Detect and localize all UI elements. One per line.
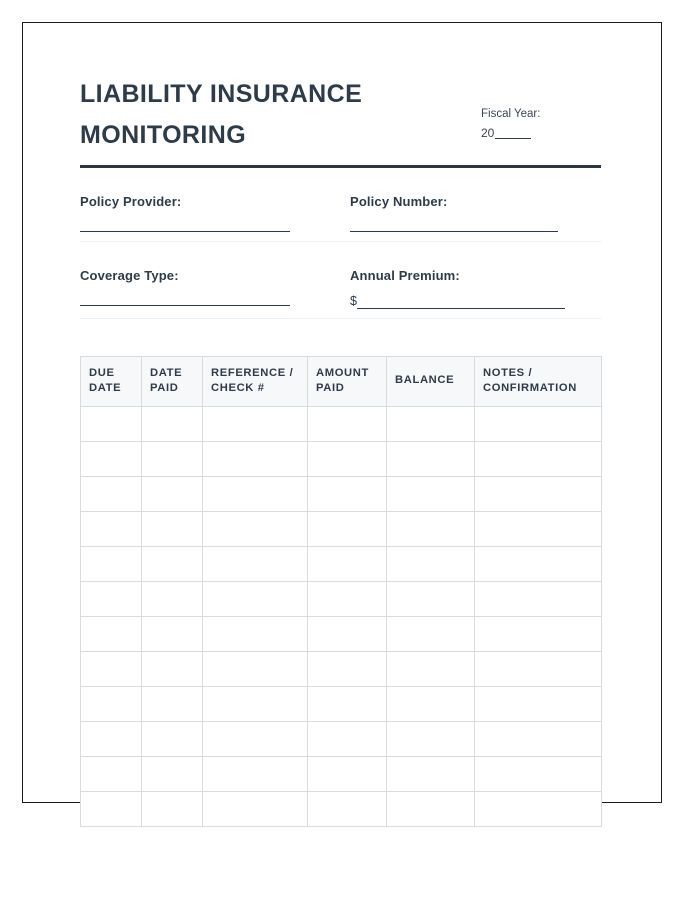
table-cell[interactable] — [475, 651, 602, 686]
table-row — [81, 721, 602, 756]
table-cell[interactable] — [142, 546, 203, 581]
table-cell[interactable] — [142, 581, 203, 616]
fiscal-year-block — [481, 104, 601, 155]
table-cell[interactable] — [81, 686, 142, 721]
table-cell[interactable] — [203, 756, 308, 791]
table-row — [81, 546, 602, 581]
policy-details-form — [80, 168, 601, 319]
table-cell[interactable] — [308, 651, 387, 686]
field-policy-number — [350, 168, 601, 241]
table-cell[interactable] — [475, 441, 602, 476]
table-cell[interactable] — [387, 756, 475, 791]
table-cell[interactable] — [387, 406, 475, 441]
table-row — [81, 686, 602, 721]
table-cell[interactable] — [475, 756, 602, 791]
table-cell[interactable] — [475, 406, 602, 441]
column-header-reference: REFERENCE / CHECK # — [203, 356, 308, 406]
table-cell[interactable] — [203, 651, 308, 686]
table-cell[interactable] — [81, 756, 142, 791]
payments-table — [80, 356, 602, 827]
table-cell[interactable] — [142, 721, 203, 756]
table-cell[interactable] — [387, 791, 475, 826]
table-cell[interactable] — [387, 651, 475, 686]
table-row — [81, 476, 602, 511]
column-header-amount-paid: AMOUNT PAID — [308, 356, 387, 406]
table-cell[interactable] — [81, 616, 142, 651]
column-header-notes: NOTES / CONFIRMATION — [475, 356, 602, 406]
table-cell[interactable] — [81, 546, 142, 581]
table-cell[interactable] — [387, 686, 475, 721]
table-cell[interactable] — [142, 511, 203, 546]
table-cell[interactable] — [203, 791, 308, 826]
table-cell[interactable] — [308, 546, 387, 581]
table-cell[interactable] — [81, 581, 142, 616]
fiscal-year-label: Fiscal Year: — [481, 107, 541, 120]
table-cell[interactable] — [142, 616, 203, 651]
table-cell[interactable] — [387, 581, 475, 616]
field-label: Policy Provider: — [80, 194, 182, 209]
form-row — [80, 242, 601, 319]
table-header-row — [81, 356, 602, 406]
field-annual-premium — [350, 242, 601, 318]
document-header — [80, 22, 601, 155]
table-cell[interactable] — [81, 441, 142, 476]
form-row — [80, 168, 601, 242]
table-cell[interactable] — [475, 791, 602, 826]
fiscal-year-field[interactable] — [481, 124, 601, 143]
table-cell[interactable] — [203, 546, 308, 581]
field-label: Annual Premium: — [350, 268, 460, 283]
table-cell[interactable] — [203, 476, 308, 511]
policy-provider-input[interactable] — [80, 221, 290, 232]
table-row — [81, 791, 602, 826]
table-cell[interactable] — [308, 581, 387, 616]
table-cell[interactable] — [81, 511, 142, 546]
table-row — [81, 651, 602, 686]
table-cell[interactable] — [308, 756, 387, 791]
table-cell[interactable] — [387, 441, 475, 476]
table-cell[interactable] — [308, 721, 387, 756]
payments-table-body — [81, 406, 602, 826]
table-cell[interactable] — [81, 721, 142, 756]
table-cell[interactable] — [475, 616, 602, 651]
table-cell[interactable] — [387, 511, 475, 546]
table-cell[interactable] — [475, 581, 602, 616]
table-cell[interactable] — [203, 616, 308, 651]
table-cell[interactable] — [308, 476, 387, 511]
table-cell[interactable] — [142, 651, 203, 686]
coverage-type-input[interactable] — [80, 295, 290, 306]
table-cell[interactable] — [142, 406, 203, 441]
document-content — [80, 22, 601, 827]
table-cell[interactable] — [203, 511, 308, 546]
table-cell[interactable] — [203, 581, 308, 616]
currency-symbol: $ — [350, 294, 357, 308]
table-row — [81, 511, 602, 546]
table-cell[interactable] — [142, 686, 203, 721]
table-row — [81, 616, 602, 651]
table-cell[interactable] — [81, 651, 142, 686]
table-cell[interactable] — [308, 616, 387, 651]
table-cell[interactable] — [308, 686, 387, 721]
column-header-balance: BALANCE — [387, 356, 475, 406]
table-cell[interactable] — [203, 721, 308, 756]
table-cell[interactable] — [387, 616, 475, 651]
table-cell[interactable] — [308, 511, 387, 546]
policy-number-input[interactable] — [350, 221, 558, 232]
table-cell[interactable] — [142, 441, 203, 476]
field-policy-provider — [80, 168, 350, 241]
table-cell[interactable] — [142, 756, 203, 791]
table-cell[interactable] — [81, 791, 142, 826]
fiscal-year-blank-line[interactable] — [495, 127, 531, 139]
field-label: Policy Number: — [350, 194, 448, 209]
column-header-due-date: DUE DATE — [81, 356, 142, 406]
table-cell[interactable] — [142, 476, 203, 511]
table-cell[interactable] — [308, 441, 387, 476]
fiscal-year-prefix: 20 — [481, 125, 495, 140]
table-cell[interactable] — [475, 511, 602, 546]
table-cell[interactable] — [308, 406, 387, 441]
table-cell[interactable] — [203, 441, 308, 476]
table-cell[interactable] — [203, 686, 308, 721]
table-cell[interactable] — [308, 791, 387, 826]
field-label: Coverage Type: — [80, 268, 179, 283]
column-header-date-paid: DATE PAID — [142, 356, 203, 406]
table-cell[interactable] — [81, 406, 142, 441]
table-cell[interactable] — [142, 791, 203, 826]
payments-table-wrapper — [80, 356, 601, 827]
table-cell[interactable] — [475, 476, 602, 511]
table-row — [81, 406, 602, 441]
table-row — [81, 441, 602, 476]
table-row — [81, 581, 602, 616]
page-title: LIABILITY INSURANCE MONITORING — [80, 80, 363, 149]
table-cell[interactable] — [81, 476, 142, 511]
annual-premium-input[interactable] — [357, 298, 565, 309]
field-coverage-type — [80, 242, 350, 318]
table-cell[interactable] — [387, 476, 475, 511]
table-cell[interactable] — [475, 546, 602, 581]
table-cell[interactable] — [475, 721, 602, 756]
table-cell[interactable] — [387, 546, 475, 581]
table-row — [81, 756, 602, 791]
table-cell[interactable] — [203, 406, 308, 441]
table-cell[interactable] — [387, 721, 475, 756]
table-cell[interactable] — [475, 686, 602, 721]
